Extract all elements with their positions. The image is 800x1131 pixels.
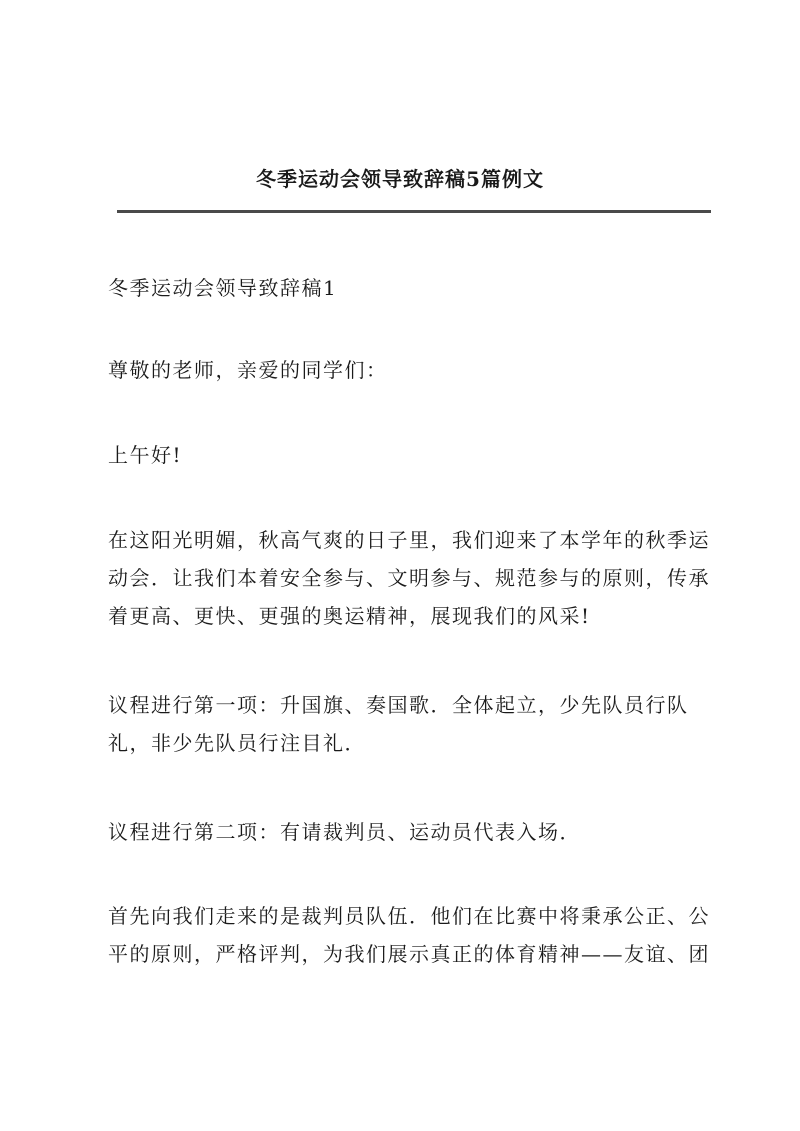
- title-underline: [117, 210, 711, 213]
- section-heading: 冬季运动会领导致辞稿1: [108, 276, 338, 300]
- paragraph-opening: 在这阳光明媚，秋高气爽的日子里，我们迎来了本学年的秋季运动会．让我们本着安全参与、文明参与、规范参与的原则，传承着更高、更快、更强的奥运精神，展现我们的风采!: [108, 528, 710, 628]
- document-title: 冬季运动会领导致辞稿5篇例文: [256, 167, 544, 191]
- paragraph-agenda-item-2: 议程进行第二项：有请裁判员、运动员代表入场．: [108, 820, 581, 844]
- paragraph-agenda-item-1: 议程进行第一项：升国旗、奏国歌．全体起立，少先队员行队礼，非少先队员行注目礼．: [108, 693, 689, 755]
- greeting-line: 尊敬的老师，亲爱的同学们：: [108, 358, 388, 382]
- paragraph-referee-team: 首先向我们走来的是裁判员队伍．他们在比赛中将秉承公正、公平的原则，严格评判，为我们展示真正的体育精神——友谊、团: [108, 904, 710, 966]
- morning-greeting: 上午好!: [108, 443, 183, 467]
